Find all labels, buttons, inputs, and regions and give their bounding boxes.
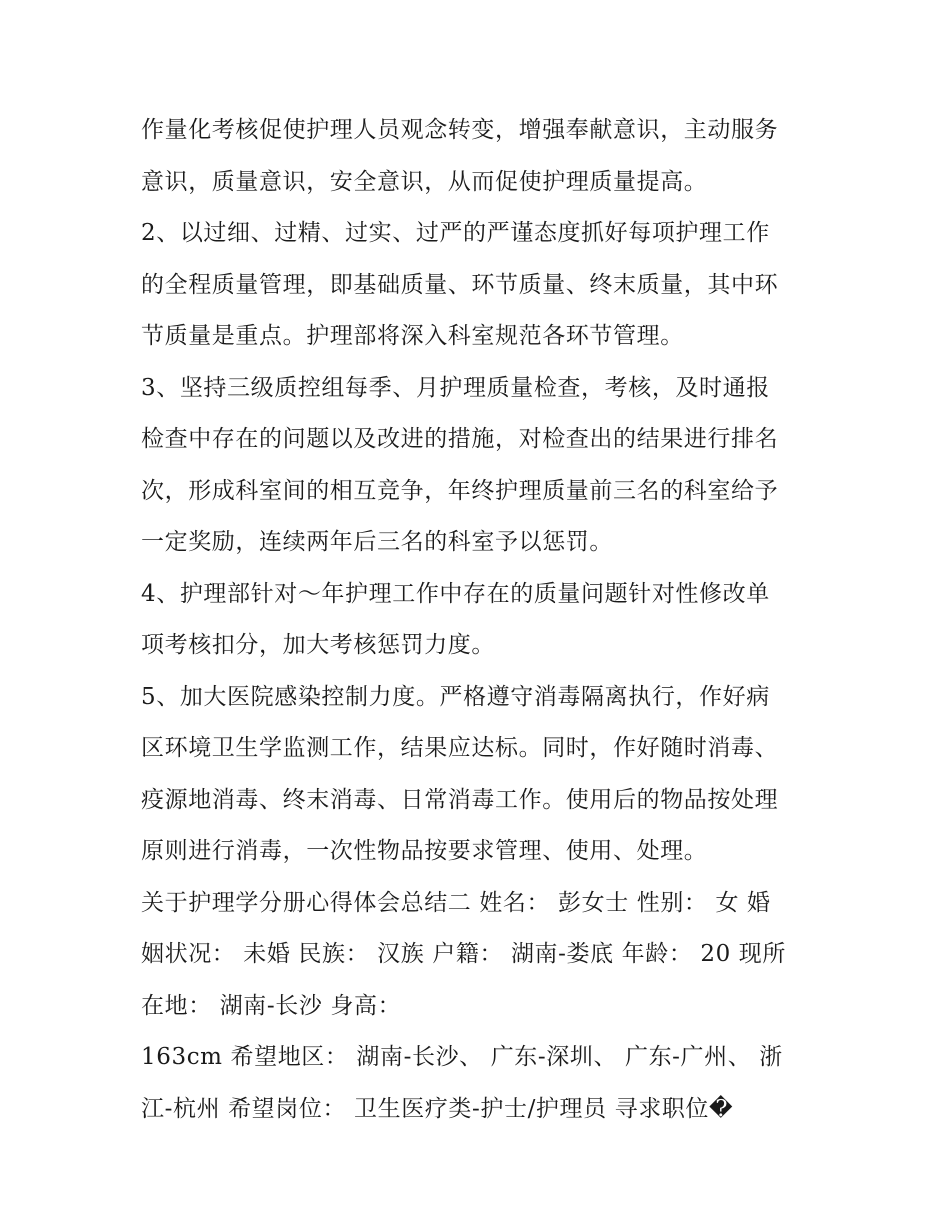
document-body xyxy=(141,108,821,1138)
text-line: 检查中存在的问题以及改进的措施，对检查出的结果进行排名 xyxy=(141,426,779,452)
text-line: 作量化考核促使护理人员观念转变，增强奉献意识，主动服务 xyxy=(141,117,779,143)
text-line: 节质量是重点。护理部将深入科室规范各环节管理。 xyxy=(141,323,684,349)
text-line: 4、护理部针对～年护理工作中存在的质量问题针对性修改单 xyxy=(141,580,770,607)
text-line: 意识，质量意识，安全意识，从而促使护理质量提高。 xyxy=(141,168,708,195)
text-line: 一定奖励，连续两年后三名的科室予以惩罚。 xyxy=(141,529,613,555)
text-line: 关于护理学分册心得体会总结二 姓名： 彭女士 性别： 女 婚 xyxy=(141,889,771,916)
text-line: 3、坚持三级质控组每季、月护理质量检查，考核，及时通报 xyxy=(141,374,770,401)
text-line: 江-杭州 希望岗位： 卫生医疗类-护士/护理员 寻求职位� xyxy=(141,1095,734,1122)
text-line: 疫源地消毒、终末消毒、日常消毒工作。使用后的物品按处理 xyxy=(141,786,779,813)
text-line: 2、以过细、过精、过实、过严的严谨态度抓好每项护理工作 xyxy=(141,220,770,246)
text-line: 163cm 希望地区： 湖南-长沙、 广东-深圳、 广东-广州、 浙 xyxy=(141,1044,783,1070)
text-line: 姻状况： 未婚 民族： 汉族 户籍： 湖南-娄底 年龄： 20 现所 xyxy=(141,941,786,967)
text-line: 次，形成科室间的相互竞争，年终护理质量前三名的科室给予 xyxy=(141,477,779,504)
text-line: 项考核扣分，加大考核惩罚力度。 xyxy=(141,632,495,658)
text-line: 的全程质量管理，即基础质量、环节质量、终末质量，其中环 xyxy=(141,271,779,298)
text-line: 在地： 湖南-长沙 身高： xyxy=(141,992,402,1019)
text-line: 区环境卫生学监测工作，结果应达标。同时，作好随时消毒、 xyxy=(141,735,779,761)
text-line: 5、加大医院感染控制力度。严格遵守消毒隔离执行，作好病 xyxy=(141,683,770,710)
text-line: 原则进行消毒，一次性物品按要求管理、使用、处理。 xyxy=(141,838,708,864)
